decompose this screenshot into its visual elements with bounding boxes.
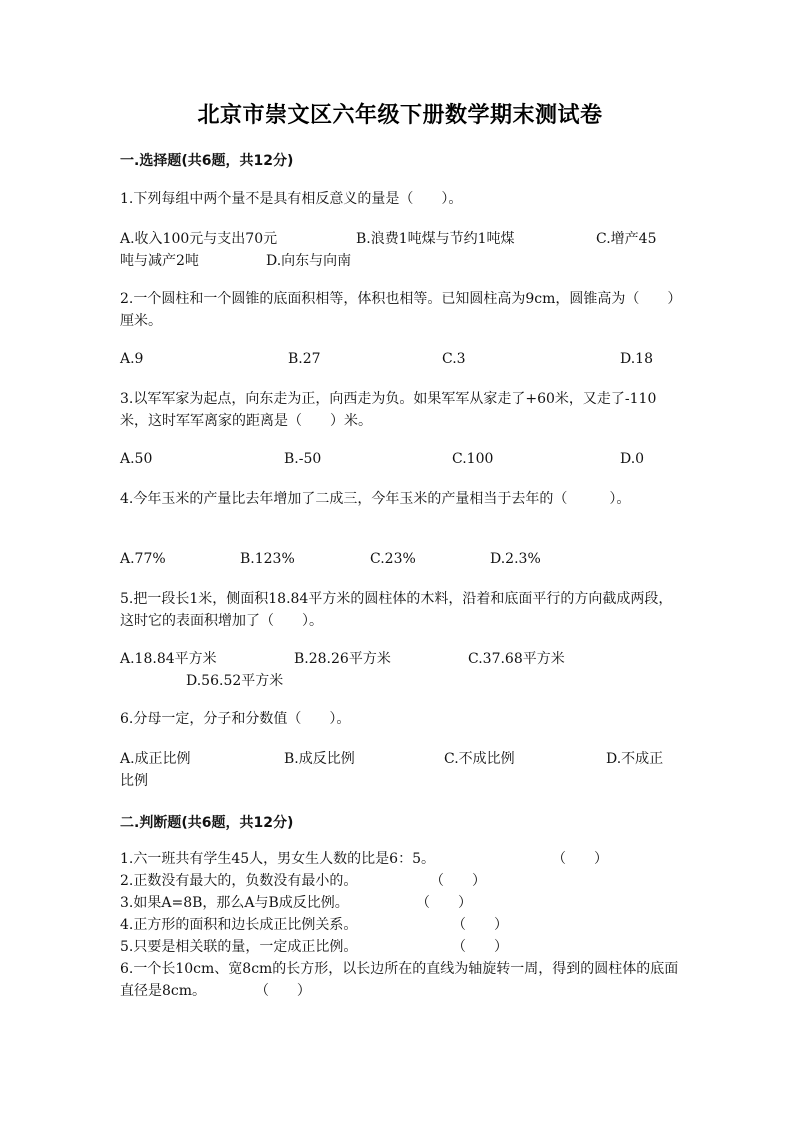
option-d: D.向东与向南 [266, 253, 352, 269]
judgement-item [120, 870, 680, 892]
judgement-item [120, 958, 680, 1002]
option-b: B.28.26平方米 [294, 651, 391, 667]
option-a: A.50 [120, 451, 153, 467]
answer-parentheses: （ ） [416, 895, 472, 911]
question-stem: 5.把一段长1米，侧面积18.84平方米的圆柱体的木料，沿着和底面平行的方向截成两段，这时它的表面积增加了（ ）。 [120, 591, 673, 629]
answer-parentheses: （ ） [254, 983, 311, 999]
option-d: D.不成正 [606, 751, 664, 767]
question-stem: 6.分母一定，分子和分数值（ ）。 [120, 711, 351, 727]
section-heading-choice: 一.选择题(共6题，共12分) [120, 153, 294, 169]
option-a: A.成正比例 [120, 751, 191, 767]
question-options [120, 348, 680, 392]
option-b: B.浪费1吨煤与节约1吨煤 [356, 231, 515, 247]
judgement-item [120, 892, 680, 914]
judgement-text: 5.只要是相关联的量，一定成正比例。 [120, 939, 358, 955]
option-a: A.18.84平方米 [120, 651, 217, 667]
section-heading-judge: 二.判断题(共6题，共12分) [120, 815, 294, 831]
option-c-continued: 吨与减产2吨 [120, 253, 199, 269]
judgement-item [120, 848, 680, 870]
option-d: D.18 [620, 351, 653, 367]
judgement-text: 3.如果A=8B，那么A与B成反比例。 [120, 895, 349, 911]
judgement-item [120, 936, 680, 958]
option-b: B.27 [288, 351, 321, 367]
question-options [120, 548, 680, 592]
judgement-item [120, 914, 680, 936]
judgement-text: 1.六一班共有学生45人，男女生人数的比是6：5。 [120, 851, 435, 867]
question-options [120, 228, 680, 272]
question-options [120, 448, 680, 492]
question-stem: 2.一个圆柱和一个圆锥的底面积相等，体积也相等。已知圆柱高为9cm，圆锥高为（ ）厘米。 [120, 291, 675, 329]
option-b: B.成反比例 [284, 751, 355, 767]
question-options [120, 748, 680, 792]
question-stem: 3.以军军家为起点，向东走为正，向西走为负。如果军军从家走了+60米，又走了-110米，这时军军离家的距离是（ ）米。 [120, 391, 657, 429]
option-a: A.9 [120, 351, 144, 367]
judgement-text: 4.正方形的面积和边长成正比例关系。 [120, 917, 358, 933]
option-c: C.增产45 [596, 231, 657, 247]
option-c: C.23% [370, 551, 416, 567]
option-b: B.-50 [284, 451, 322, 467]
answer-parentheses: （ ） [552, 851, 608, 867]
option-d: D.56.52平方米 [186, 673, 284, 689]
option-c: C.37.68平方米 [468, 651, 565, 667]
judgement-text: 2.正数没有最大的，负数没有最小的。 [120, 873, 358, 889]
option-c: C.不成比例 [444, 751, 515, 767]
judgement-text: 6.一个长10cm、宽8cm的长方形，以长边所在的直线为轴旋转一周，得到的圆柱体的底面直径是8cm。 [120, 961, 679, 999]
option-d: D.0 [620, 451, 645, 467]
question-stem: 4.今年玉米的产量比去年增加了二成三，今年玉米的产量相当于去年的（ ）。 [120, 491, 631, 507]
question-options [120, 648, 680, 692]
question-stem: 1.下列每组中两个量不是具有相反意义的量是（ ）。 [120, 191, 463, 207]
page-title: 北京市崇文区六年级下册数学期末测试卷 [197, 103, 603, 128]
option-a: A.77% [120, 551, 166, 567]
option-d-continued: 比例 [120, 773, 148, 789]
answer-parentheses: （ ） [452, 939, 508, 955]
option-a: A.收入100元与支出70元 [120, 231, 278, 247]
answer-parentheses: （ ） [452, 917, 508, 933]
judgement-list [120, 848, 680, 1002]
option-d: D.2.3% [490, 551, 541, 567]
option-b: B.123% [240, 551, 295, 567]
option-c: C.3 [442, 351, 466, 367]
option-c: C.100 [452, 451, 494, 467]
answer-parentheses: （ ） [430, 873, 486, 889]
